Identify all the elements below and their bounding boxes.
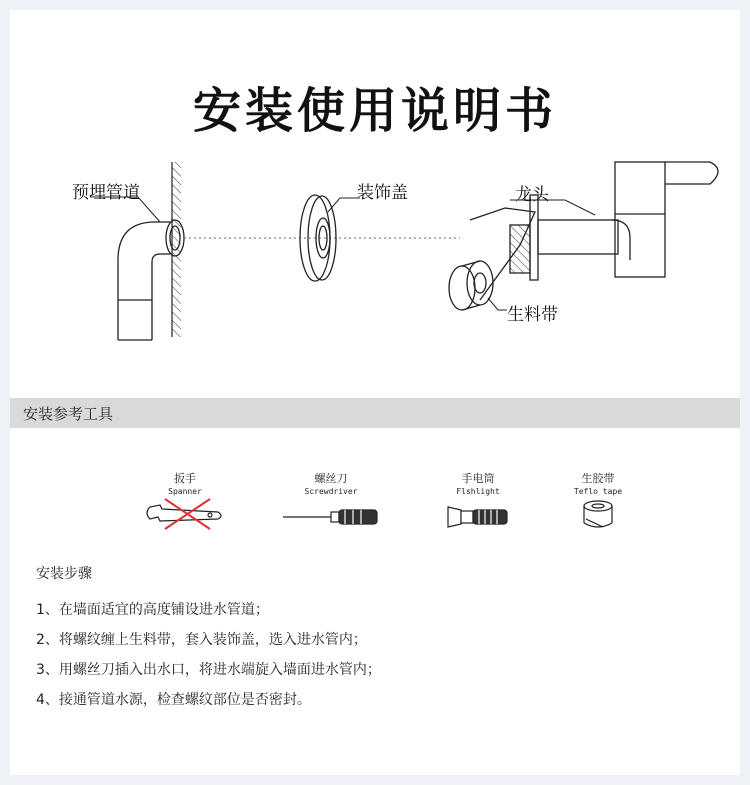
step-item: 1、在墙面适宜的高度铺设进水管道； bbox=[36, 602, 269, 618]
flashlight-icon bbox=[443, 497, 513, 531]
installation-diagram bbox=[10, 150, 740, 360]
embedded-pipe-label: 预埋管道 bbox=[72, 183, 140, 203]
page-title: 安装使用说明书 bbox=[192, 83, 557, 139]
screwdriver-icon bbox=[281, 497, 381, 531]
tool-flashlight bbox=[423, 472, 533, 531]
decorative-cover-label: 装饰盖 bbox=[357, 183, 408, 203]
steps-title: 安装步骤 bbox=[36, 566, 92, 582]
tool-name-en: Flshlight bbox=[456, 487, 500, 496]
teflon-tape-label: 生料带 bbox=[507, 305, 558, 325]
step-item: 3、用螺丝刀插入出水口，将进水端旋入墙面进水管内； bbox=[36, 662, 381, 678]
tool-name-cn: 螺丝刀 bbox=[314, 472, 348, 485]
faucet-label: 龙头 bbox=[515, 185, 549, 205]
tool-name-cn: 扳手 bbox=[174, 472, 196, 485]
step-item: 4、接通管道水源，检查螺纹部位是否密封。 bbox=[36, 692, 311, 708]
tool-name-cn: 生胶带 bbox=[581, 472, 615, 485]
tool-spanner bbox=[130, 472, 240, 531]
installation-steps bbox=[36, 563, 381, 715]
tool-name-en: Screwdriver bbox=[304, 487, 358, 496]
tool-screwdriver bbox=[276, 472, 386, 531]
tape-icon bbox=[573, 497, 623, 531]
spanner-icon bbox=[140, 497, 230, 531]
tool-name-cn: 手电筒 bbox=[461, 472, 495, 485]
tools-section-title: 安装参考工具 bbox=[23, 405, 114, 423]
tools-section-header bbox=[10, 398, 740, 428]
tool-name-en: Teflo tape bbox=[573, 487, 623, 496]
tool-teflon-tape bbox=[543, 472, 653, 531]
tool-name-en: Spanner bbox=[168, 487, 202, 496]
manual-page bbox=[10, 10, 740, 775]
step-item: 2、将螺纹缠上生料带，套入装饰盖，选入进水管内； bbox=[36, 632, 367, 648]
